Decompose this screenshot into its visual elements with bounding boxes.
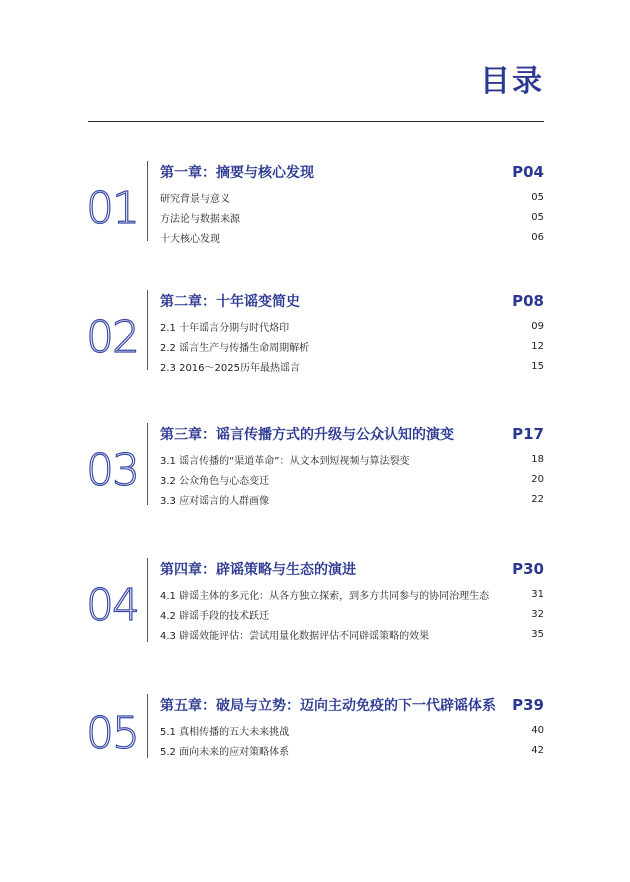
chapter-number: 02 xyxy=(86,312,138,363)
chapter-page-number: P04 xyxy=(512,163,544,181)
toc-entry-label: 4.1 辟谣主体的多元化：从各方独立探索，到多方共同参与的协同治理生态 xyxy=(160,590,490,602)
chapter-heading[interactable] xyxy=(160,558,544,580)
toc-entry-page: 42 xyxy=(531,744,544,756)
page-title: 目录 xyxy=(480,64,544,99)
chapter-page-number: P30 xyxy=(512,560,544,578)
toc-entry-label: 方法论与数据来源 xyxy=(160,213,240,225)
toc-entry-label: 2.2 谣言生产与传播生命周期解析 xyxy=(160,342,310,354)
chapter-title[interactable]: 第四章：辟谣策略与生态的演进 xyxy=(160,562,356,578)
chapter-page-number: P17 xyxy=(512,425,544,443)
toc-entry-label: 十大核心发现 xyxy=(160,233,220,245)
toc-entry-page: 12 xyxy=(531,340,544,352)
chapter-number: 04 xyxy=(86,580,138,631)
toc-entry-page: 05 xyxy=(531,211,544,223)
toc-entry[interactable] xyxy=(160,316,544,336)
toc-entry-label: 3.3 应对谣言的人群画像 xyxy=(160,495,270,507)
toc-entry[interactable] xyxy=(160,740,544,760)
toc-entry[interactable] xyxy=(160,187,544,207)
toc-entry-page: 20 xyxy=(531,473,544,485)
toc-entry[interactable] xyxy=(160,207,544,227)
chapter-divider xyxy=(147,290,148,370)
chapter-divider xyxy=(147,423,148,505)
chapter-entries xyxy=(160,187,544,247)
toc-entry-page: 05 xyxy=(531,191,544,203)
chapter-heading[interactable] xyxy=(160,161,544,183)
toc-entry-label: 2.1 十年谣言分期与时代烙印 xyxy=(160,322,290,334)
toc-entry-page: 06 xyxy=(531,231,544,243)
chapter-divider xyxy=(147,161,148,241)
toc-entry[interactable] xyxy=(160,489,544,509)
chapter-page-number: P39 xyxy=(512,696,544,714)
toc-entry-label: 2.3 2016～2025历年最热谣言 xyxy=(160,362,300,374)
toc-entry-page: 32 xyxy=(531,608,544,620)
toc-entry-page: 31 xyxy=(531,588,544,600)
toc-entry[interactable] xyxy=(160,227,544,247)
chapter-number: 01 xyxy=(86,183,138,234)
toc-entry-page: 35 xyxy=(531,628,544,640)
chapter-number: 03 xyxy=(86,445,138,496)
chapter-title[interactable]: 第五章：破局与立势：迈向主动免疫的下一代辟谣体系 xyxy=(160,698,496,714)
chapter-title[interactable]: 第二章：十年谣变简史 xyxy=(160,294,300,310)
toc-entry-label: 4.2 辟谣手段的技术跃迁 xyxy=(160,610,270,622)
chapter-heading[interactable] xyxy=(160,423,544,445)
chapter-entries xyxy=(160,720,544,760)
title-divider xyxy=(88,121,544,122)
chapter-heading[interactable] xyxy=(160,694,544,716)
toc-entry-label: 3.1 谣言传播的“渠道革命”：从文本到短视频与算法裂变 xyxy=(160,455,410,467)
toc-entry[interactable] xyxy=(160,584,544,604)
toc-entry-label: 研究背景与意义 xyxy=(160,193,230,205)
chapter-page-number: P08 xyxy=(512,292,544,310)
chapter-title[interactable]: 第一章：摘要与核心发现 xyxy=(160,165,314,181)
toc-entry[interactable] xyxy=(160,624,544,644)
toc-entry-label: 4.3 辟谣效能评估：尝试用量化数据评估不同辟谣策略的效果 xyxy=(160,630,430,642)
toc-entry-label: 5.1 真相传播的五大未来挑战 xyxy=(160,726,290,738)
toc-entry[interactable] xyxy=(160,356,544,376)
chapter-divider xyxy=(147,558,148,642)
toc-entry-label: 5.2 面向未来的应对策略体系 xyxy=(160,746,290,758)
toc-entry[interactable] xyxy=(160,469,544,489)
chapter-entries xyxy=(160,449,544,509)
toc-entry-label: 3.2 公众角色与心态变迁 xyxy=(160,475,270,487)
toc-entry-page: 15 xyxy=(531,360,544,372)
toc-entry[interactable] xyxy=(160,336,544,356)
toc-entry-page: 09 xyxy=(531,320,544,332)
toc-entry-page: 18 xyxy=(531,453,544,465)
chapter-divider xyxy=(147,694,148,758)
toc-entry-page: 40 xyxy=(531,724,544,736)
chapter-number: 05 xyxy=(86,708,138,759)
chapter-heading[interactable] xyxy=(160,290,544,312)
chapter-entries xyxy=(160,584,544,644)
toc-entry[interactable] xyxy=(160,449,544,469)
toc-entry-page: 22 xyxy=(531,493,544,505)
chapter-entries xyxy=(160,316,544,376)
toc-entry[interactable] xyxy=(160,720,544,740)
toc-entry[interactable] xyxy=(160,604,544,624)
chapter-title[interactable]: 第三章：谣言传播方式的升级与公众认知的演变 xyxy=(160,427,454,443)
